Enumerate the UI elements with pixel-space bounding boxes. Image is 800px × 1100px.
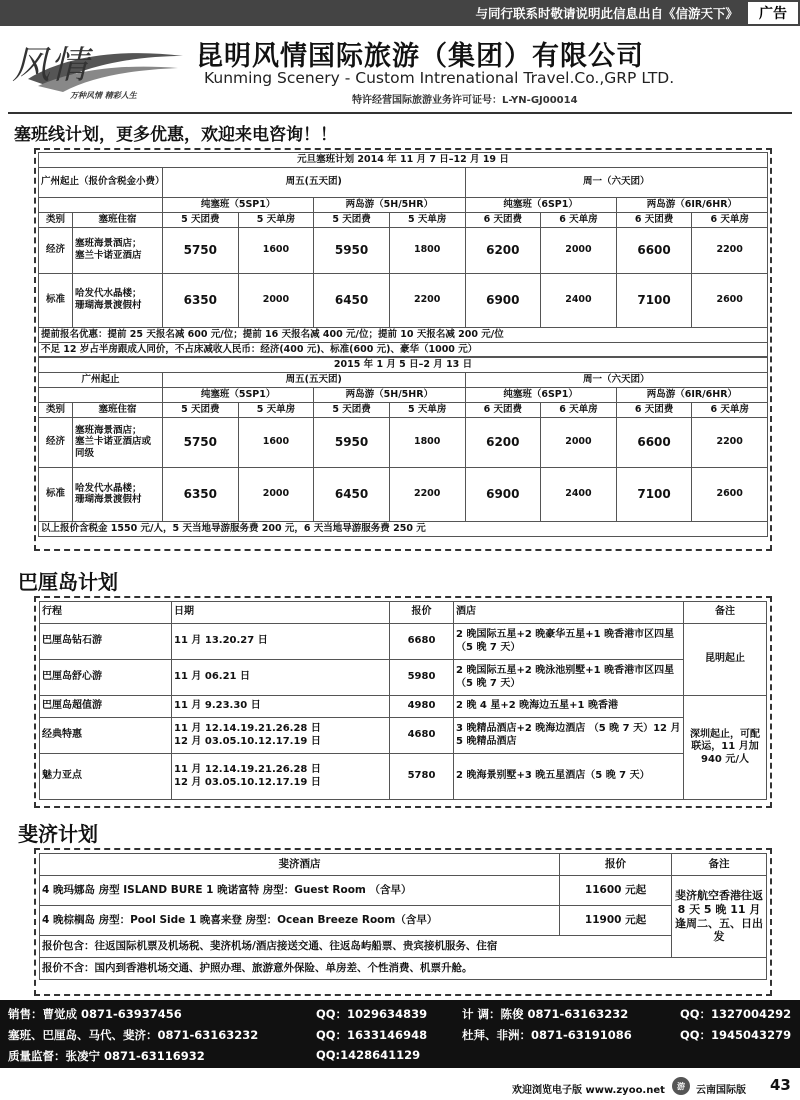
slogan: 万种风情 精彩人生 — [70, 91, 137, 100]
bali-heading: 巴厘岛计划 — [18, 570, 118, 594]
t1-h-6fee: 6 天团费 — [616, 212, 692, 227]
fiji-heading: 斐济计划 — [18, 822, 98, 846]
t2-group-3: 纯塞班（6SP1） — [465, 388, 616, 403]
price-cell: 2200 — [389, 467, 465, 521]
price-cell: 5950 — [314, 417, 390, 467]
t1-group-4: 两岛游（6IR/6HR） — [616, 197, 767, 212]
t1-h-hotel: 塞班住宿 — [73, 212, 163, 227]
bali-dates: 11 月 12.14.19.21.26.28 日 12 月 03.05.10.12.17.19 日 — [172, 754, 390, 800]
table-row — [40, 754, 767, 800]
contact-dubai: 杜拜、非洲：0871-63191086 — [462, 1028, 632, 1042]
price-cell: 6900 — [465, 273, 541, 327]
t2-note: 以上报价含税金 1550 元/人，5 天当地导游服务费 200 元，6 天当地导游服务费 250 元 — [39, 521, 768, 536]
bali-h-remark: 备注 — [684, 602, 767, 624]
t2-h-6single: 6 天单房 — [541, 403, 617, 418]
fiji-price: 11900 元起 — [560, 906, 672, 936]
page-footer — [0, 1072, 800, 1100]
fiji-h-remark: 备注 — [672, 854, 767, 876]
price-cell: 6350 — [163, 467, 239, 521]
price-cell: 5750 — [163, 227, 239, 273]
price-cell: 2600 — [692, 273, 768, 327]
company-logo — [8, 34, 188, 104]
bali-hotel: 2 晚 4 星+2 晚海边五星+1 晚香港 — [454, 696, 684, 718]
bali-remark-1: 昆明起止 — [684, 624, 767, 696]
t1-h-6single: 6 天单房 — [541, 212, 617, 227]
bali-dates: 11 月 12.14.19.21.26.28 日 12 月 03.05.10.12.17.19 日 — [172, 718, 390, 754]
bali-price: 4680 — [390, 718, 454, 754]
price-cell: 2200 — [692, 227, 768, 273]
contact-sales: 销售：曹觉成 0871-63937456 — [8, 1007, 182, 1021]
t1-fri: 周五(五天团) — [163, 167, 466, 197]
contact-islands: 塞班、巴厘岛、马代、斐济：0871-63163232 — [8, 1028, 259, 1042]
row-hotel: 塞班海景酒店； 塞兰卡诺亚酒店 — [73, 227, 163, 273]
saipan-box — [34, 148, 772, 551]
t1-h-type: 类别 — [39, 212, 73, 227]
row-type: 标准 — [39, 467, 73, 521]
price-cell: 6450 — [314, 467, 390, 521]
contact-qq: QQ：1327004292 — [680, 1007, 792, 1021]
bali-route: 巴厘岛钻石游 — [40, 624, 172, 660]
price-cell: 6900 — [465, 467, 541, 521]
fiji-exclude: 报价不含：国内到香港机场交通、护照办理、旅游意外保险、单房差、个性消费、机票升舱。 — [40, 958, 767, 980]
bali-route: 巴厘岛舒心游 — [40, 660, 172, 696]
table-row — [39, 417, 768, 467]
t1-depart: 广州起止（报价含税金小费） — [39, 167, 163, 197]
header-divider — [8, 112, 792, 114]
company-name-cn: 昆明风情国际旅游（集团）有限公司 — [196, 41, 644, 72]
t2-depart: 广州起止 — [39, 373, 163, 388]
notice-bar — [0, 0, 800, 26]
edition-label: 云南国际版 — [696, 1085, 746, 1096]
t2-title: 2015 年 1 月 5 日–2 月 13 日 — [39, 358, 768, 373]
table-row — [40, 906, 767, 936]
row-hotel: 塞班海景酒店； 塞兰卡诺亚酒店或同级 — [73, 417, 163, 467]
bali-route: 巴厘岛超值游 — [40, 696, 172, 718]
bali-price: 5780 — [390, 754, 454, 800]
price-cell: 1800 — [389, 417, 465, 467]
fiji-table — [39, 853, 767, 980]
contact-qq: QQ：1633146948 — [316, 1028, 428, 1042]
bali-dates: 11 月 06.21 日 — [172, 660, 390, 696]
contact-qq: QQ:1428641129 — [316, 1048, 421, 1062]
contact-footer — [0, 1000, 800, 1068]
bali-table — [39, 601, 767, 800]
page-number: 43 — [770, 1076, 791, 1094]
row-hotel: 哈发代水晶楼； 珊瑚海景渡假村 — [73, 273, 163, 327]
t2-group-2: 两岛游（5H/5HR） — [314, 388, 465, 403]
t2-h-5single: 5 天单房 — [238, 403, 314, 418]
price-cell: 1800 — [389, 227, 465, 273]
bali-hotel: 2 晚海景别墅+3 晚五星酒店（5 晚 7 天） — [454, 754, 684, 800]
saipan-heading: 塞班线计划，更多优惠，欢迎来电咨询！！ — [14, 125, 337, 145]
fiji-box — [34, 848, 772, 996]
fiji-h-hotel: 斐济酒店 — [40, 854, 560, 876]
row-hotel: 哈发代水晶楼； 珊瑚海景渡假村 — [73, 467, 163, 521]
contact-qq: QQ：1945043279 — [680, 1028, 792, 1042]
t1-group-1: 纯塞班（5SP1） — [163, 197, 314, 212]
fiji-hotel: 4 晚棕榈岛 房型：Pool Side 1 晚喜来登 房型：Ocean Breeze Room（含早） — [40, 906, 560, 936]
bali-box — [34, 596, 772, 808]
t1-note-1: 提前报名优惠：提前 25 天报名减 600 元/位；提前 16 天报名减 400 元/位；提前 10 天报名减 200 元/位 — [39, 327, 768, 342]
row-type: 标准 — [39, 273, 73, 327]
t2-mon: 周一（六天团） — [465, 373, 768, 388]
bali-h-price: 报价 — [390, 602, 454, 624]
price-cell: 6600 — [616, 417, 692, 467]
price-cell: 6450 — [314, 273, 390, 327]
t2-h-6fee: 6 天团费 — [616, 403, 692, 418]
bali-hotel: 3 晚精品酒店+2 晚海边酒店 （5 晚 7 天）12 月 5 晚精品酒店 — [454, 718, 684, 754]
price-cell: 2200 — [692, 417, 768, 467]
t1-group-2: 两岛游（5H/5HR） — [314, 197, 465, 212]
t2-h-6fee: 6 天团费 — [465, 403, 541, 418]
saipan-table-1 — [38, 152, 768, 357]
table-row — [39, 227, 768, 273]
ad-label: 广告 — [748, 2, 798, 24]
t1-h-5fee: 5 天团费 — [314, 212, 390, 227]
t1-h-5fee: 5 天团费 — [163, 212, 239, 227]
fiji-price: 11600 元起 — [560, 876, 672, 906]
t1-note-2: 不足 12 岁占半房跟成人同价，不占床减收人民币：经济(400 元)、标准(600 元)、豪华（1000 元） — [39, 342, 768, 357]
price-cell: 5950 — [314, 227, 390, 273]
price-cell: 1600 — [238, 417, 314, 467]
table-row — [40, 718, 767, 754]
t2-h-6single: 6 天单房 — [692, 403, 768, 418]
fiji-h-price: 报价 — [560, 854, 672, 876]
price-cell: 2000 — [238, 467, 314, 521]
t1-title: 元旦塞班计划 2014 年 11 月 7 日–12 月 19 日 — [39, 153, 768, 168]
t1-h-6single: 6 天单房 — [692, 212, 768, 227]
license-number: 特许经营国际旅游业务许可证号：L-YN-GJ00014 — [352, 95, 578, 106]
price-cell: 2000 — [238, 273, 314, 327]
bali-route: 经典特惠 — [40, 718, 172, 754]
bali-hotel: 2 晚国际五星+2 晚豪华五星+1 晚香港市区四星 （5 晚 7 天） — [454, 624, 684, 660]
logo-text: 风情 — [12, 43, 89, 87]
table-row — [40, 660, 767, 696]
bali-dates: 11 月 9.23.30 日 — [172, 696, 390, 718]
bali-price: 5980 — [390, 660, 454, 696]
price-cell: 2000 — [541, 227, 617, 273]
fiji-remark: 斐济航空香港往返 8 天 5 晚 11 月逢周二、五、日出发 — [672, 876, 767, 958]
contact-qq: QQ：1029634839 — [316, 1007, 428, 1021]
t1-h-5single: 5 天单房 — [389, 212, 465, 227]
t1-group-3: 纯塞班（6SP1） — [465, 197, 616, 212]
price-cell: 2000 — [541, 417, 617, 467]
bali-h-date: 日期 — [172, 602, 390, 624]
price-cell: 6600 — [616, 227, 692, 273]
fiji-include: 报价包含：往返国际机票及机场税、斐济机场/酒店接送交通、往返岛屿船票、贵宾接机服务、住宿 — [40, 936, 672, 958]
bali-price: 6680 — [390, 624, 454, 660]
t2-h-5fee: 5 天团费 — [314, 403, 390, 418]
bali-hotel: 2 晚国际五星+2 晚泳池别墅+1 晚香港市区四星 （5 晚 7 天） — [454, 660, 684, 696]
price-cell: 7100 — [616, 467, 692, 521]
table-row — [40, 624, 767, 660]
table-row — [40, 876, 767, 906]
price-cell: 7100 — [616, 273, 692, 327]
bali-route: 魅力亚点 — [40, 754, 172, 800]
notice-text: 与同行联系时敬请说明此信息出自《信游天下》 — [475, 6, 738, 21]
saipan-table-2 — [38, 357, 768, 536]
t2-group-1: 纯塞班（5SP1） — [163, 388, 314, 403]
contact-ops: 计 调：陈俊 0871-63163232 — [462, 1007, 629, 1021]
company-header — [0, 28, 800, 110]
t2-h-5single: 5 天单房 — [389, 403, 465, 418]
price-cell: 2400 — [541, 273, 617, 327]
t2-group-4: 两岛游（6IR/6HR） — [616, 388, 767, 403]
bali-h-hotel: 酒店 — [454, 602, 684, 624]
brand-badge-icon: 游 — [672, 1077, 690, 1095]
table-row — [40, 696, 767, 718]
table-row — [39, 467, 768, 521]
contact-quality: 质量监督：张凌宁 0871-63116932 — [8, 1049, 205, 1063]
price-cell: 2200 — [389, 273, 465, 327]
price-cell: 6200 — [465, 417, 541, 467]
fiji-hotel: 4 晚玛娜岛 房型 ISLAND BURE 1 晚诺富特 房型：Guest Room （含早） — [40, 876, 560, 906]
site-link[interactable]: 欢迎浏览电子版 www.zyoo.net — [512, 1085, 665, 1096]
company-name-en: Kunming Scenery - Custom Intrenational Travel.Co.,GRP LTD. — [204, 69, 675, 87]
bali-dates: 11 月 13.20.27 日 — [172, 624, 390, 660]
row-type: 经济 — [39, 417, 73, 467]
price-cell: 1600 — [238, 227, 314, 273]
price-cell: 5750 — [163, 417, 239, 467]
table-row — [39, 273, 768, 327]
row-type: 经济 — [39, 227, 73, 273]
t1-h-5single: 5 天单房 — [238, 212, 314, 227]
bali-price: 4980 — [390, 696, 454, 718]
price-cell: 2400 — [541, 467, 617, 521]
t1-h-6fee: 6 天团费 — [465, 212, 541, 227]
price-cell: 6350 — [163, 273, 239, 327]
t2-h-hotel: 塞班住宿 — [73, 403, 163, 418]
t2-h-5fee: 5 天团费 — [163, 403, 239, 418]
t1-mon: 周一（六天团） — [465, 167, 768, 197]
price-cell: 6200 — [465, 227, 541, 273]
t2-fri: 周五(五天团) — [163, 373, 466, 388]
price-cell: 2600 — [692, 467, 768, 521]
t2-h-type: 类别 — [39, 403, 73, 418]
bali-h-route: 行程 — [40, 602, 172, 624]
bali-remark-2: 深圳起止，可配联运，11 月加 940 元/人 — [684, 696, 767, 800]
